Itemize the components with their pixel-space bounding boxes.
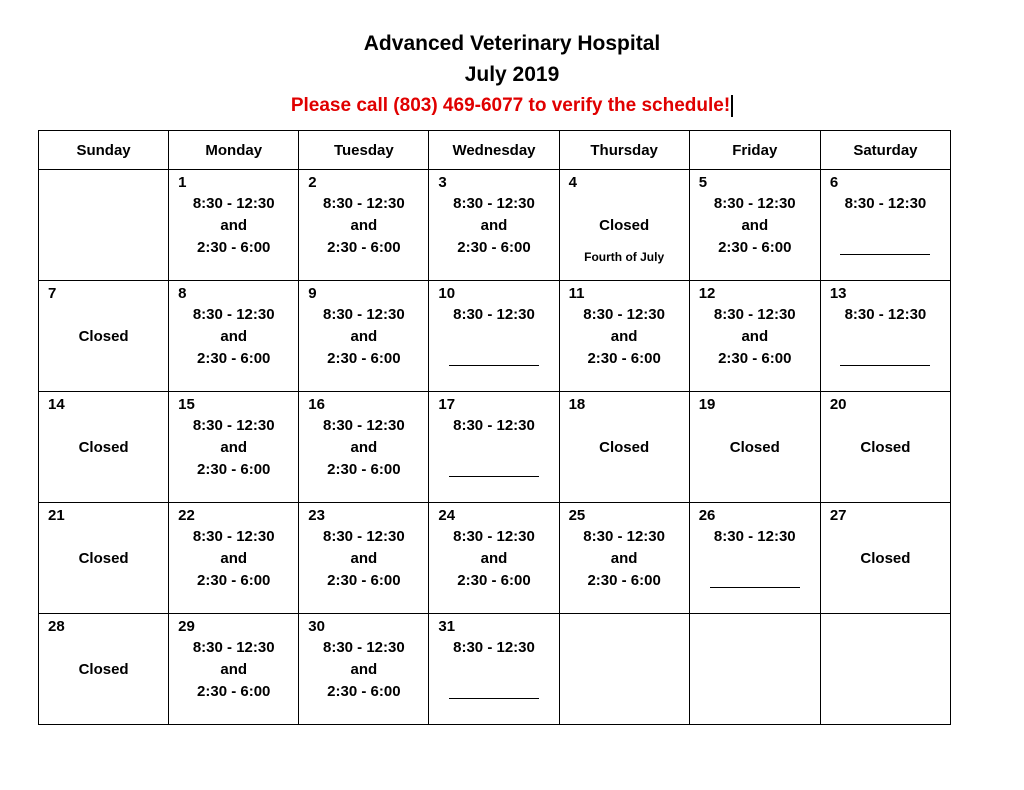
hours-line: and [480,217,508,234]
hours [429,415,558,437]
day-cell-content [299,392,428,502]
hours [429,637,558,659]
day-cell-content [821,614,950,724]
closed-label: Closed [729,439,780,456]
week-row [39,503,951,614]
closed-label: Closed [860,439,911,456]
day-cell [299,392,429,503]
hours [169,415,298,481]
month-title: July 2019 [464,63,560,86]
day-number: 8 [178,285,187,302]
day-cell [559,281,689,392]
hours-line: 2:30 - 6:00 [197,572,271,589]
closed-label: Closed [78,550,129,567]
hours-line: 8:30 - 12:30 [322,639,405,656]
schedule-calendar [38,130,951,725]
hours-line: and [350,439,378,456]
hours [429,193,558,259]
closed-label: Closed [860,550,911,567]
hours-line: and [350,328,378,345]
hours-line: and [220,439,248,456]
day-cell-content [821,503,950,613]
day-cell [299,503,429,614]
hours-line: and [350,661,378,678]
afternoon-blank-line [840,365,930,366]
day-number: 6 [829,174,839,191]
weekday-header: Sunday [39,131,169,170]
hours-line: 2:30 - 6:00 [587,350,661,367]
hours-line: 8:30 - 12:30 [583,528,665,545]
day-cell-content [39,392,168,502]
day-number: 19 [698,396,716,413]
day-cell [429,614,559,725]
day-cell-content [429,614,558,724]
week-row [39,392,951,503]
closed-label: Closed [78,661,129,678]
day-cell [820,281,950,392]
empty-day-cell [689,614,820,725]
day-number: 26 [698,507,716,524]
day-cell [689,170,820,281]
hours [690,304,820,370]
day-number: 25 [568,507,586,524]
hours-line: and [610,328,638,345]
hours-line: 2:30 - 6:00 [197,683,271,700]
weekday-header: Monday [169,131,299,170]
hours-line: 8:30 - 12:30 [583,306,665,323]
hours-line: and [480,550,508,567]
day-cell-content [429,170,558,280]
day-number: 30 [308,618,325,635]
hours-line: 8:30 - 12:30 [322,528,405,545]
empty-day-cell [820,614,950,725]
day-cell-content [429,392,558,502]
hours [299,415,428,481]
day-cell-content [169,614,298,724]
day-cell-content [429,281,558,391]
day-number: 21 [48,507,65,524]
day-cell-content [560,392,689,502]
hours-line: 8:30 - 12:30 [192,306,275,323]
hours-line: and [741,328,769,345]
day-number: 14 [48,396,65,413]
closed-label: Closed [78,439,129,456]
day-cell [299,281,429,392]
day-cell-content [560,614,689,724]
day-cell [559,170,689,281]
week-row [39,281,951,392]
hours-line: 2:30 - 6:00 [587,572,661,589]
day-cell-content [299,281,428,391]
hours-line: 8:30 - 12:30 [713,306,796,323]
hours [169,304,298,370]
empty-day-cell [559,614,689,725]
hours [560,526,689,592]
hours [169,526,298,592]
hours-line: and [741,217,769,234]
day-cell-content [299,170,428,280]
hours-line: and [220,550,248,567]
day-number: 1 [178,174,187,191]
day-number: 16 [308,396,325,413]
day-cell [169,170,299,281]
day-cell-content [299,614,428,724]
hours-line: and [610,550,638,567]
day-number: 5 [698,174,708,191]
day-cell-content [821,281,950,391]
day-number: 28 [48,618,65,635]
hours-line: 8:30 - 12:30 [192,417,275,434]
hours [299,304,428,370]
calendar-body [39,170,951,725]
hours [299,637,428,703]
day-cell [169,614,299,725]
hours [821,193,950,215]
afternoon-blank-line [710,587,800,588]
day-number: 7 [48,285,57,302]
day-number: 18 [568,396,586,413]
day-cell [39,614,169,725]
hours-line: 8:30 - 12:30 [713,195,796,212]
day-cell-content [169,170,298,280]
text-cursor [731,95,733,117]
day-number: 27 [829,507,847,524]
day-cell-content [690,392,820,502]
weekday-header: Thursday [559,131,689,170]
day-cell-content [39,503,168,613]
day-cell-content [690,170,820,280]
hours-line: 8:30 - 12:30 [844,195,927,212]
hours-line: 2:30 - 6:00 [197,239,271,256]
day-cell [169,281,299,392]
day-cell-content [169,503,298,613]
verify-notice-text: Please call (803) 469-6077 to verify the schedule! [290,95,731,116]
hours-line: 8:30 - 12:30 [453,639,535,656]
day-number: 12 [698,285,716,302]
day-cell-content [39,281,168,391]
day-cell [689,281,820,392]
hours-line: 2:30 - 6:00 [718,239,792,256]
day-cell [429,281,559,392]
hours-line: 8:30 - 12:30 [322,195,405,212]
hours [690,193,820,259]
day-cell [169,392,299,503]
afternoon-blank-line [449,476,539,477]
hours [560,304,689,370]
day-number: 17 [438,396,456,413]
hours-line: 2:30 - 6:00 [197,461,271,478]
hours-line: 8:30 - 12:30 [322,417,405,434]
hours-line: 2:30 - 6:00 [718,350,792,367]
hours-line: and [350,217,378,234]
document-header [0,28,1024,120]
day-cell [559,503,689,614]
verify-notice [0,92,1024,120]
weekday-header-row [39,131,951,170]
day-cell-content [169,281,298,391]
day-number: 15 [178,396,195,413]
hours-line: 8:30 - 12:30 [453,528,535,545]
hours-line: 8:30 - 12:30 [192,639,275,656]
day-number: 2 [308,174,317,191]
week-row [39,170,951,281]
day-cell-content [560,503,689,613]
day-cell-content [690,614,820,724]
hours-line: 2:30 - 6:00 [327,461,401,478]
hours-line: 8:30 - 12:30 [453,417,535,434]
weekday-header: Saturday [820,131,950,170]
day-cell [429,170,559,281]
hours-line: 2:30 - 6:00 [327,239,401,256]
hours [299,193,428,259]
hours-line: 2:30 - 6:00 [457,572,531,589]
afternoon-blank-line [840,254,930,255]
day-cell-content [169,392,298,502]
hours-line: 2:30 - 6:00 [457,239,531,256]
day-cell [429,392,559,503]
day-number: 22 [178,507,195,524]
day-cell [820,392,950,503]
day-number: 4 [568,174,577,191]
hours-line: and [220,328,248,345]
day-cell-content [690,281,820,391]
day-cell [429,503,559,614]
hours-line: 8:30 - 12:30 [322,306,405,323]
day-number: 10 [438,285,456,302]
afternoon-blank-line [449,698,539,699]
hours [429,526,558,592]
day-cell [299,170,429,281]
weekday-header: Wednesday [429,131,559,170]
day-cell [299,614,429,725]
hours [299,526,428,592]
hours-line: 8:30 - 12:30 [844,306,927,323]
hours-line: and [350,550,378,567]
day-cell [39,503,169,614]
day-number: 3 [438,174,447,191]
hours-line: 8:30 - 12:30 [192,528,275,545]
day-number: 23 [308,507,325,524]
holiday-note: Fourth of July [584,250,665,264]
day-cell [39,392,169,503]
weekday-header: Friday [689,131,820,170]
day-cell [820,503,950,614]
day-cell [689,503,820,614]
hours [169,637,298,703]
hours-line: 8:30 - 12:30 [453,195,535,212]
day-cell [820,170,950,281]
day-cell [169,503,299,614]
hours [429,304,558,326]
closed-label: Closed [599,439,650,456]
hours-line: 2:30 - 6:00 [197,350,271,367]
day-number: 13 [829,285,847,302]
weekday-header: Tuesday [299,131,429,170]
hours [690,526,820,548]
day-number: 31 [438,618,456,635]
afternoon-blank-line [449,365,539,366]
day-cell-content [39,170,168,280]
hospital-name: Advanced Veterinary Hospital [363,32,661,55]
day-number: 29 [178,618,195,635]
hours-line: 8:30 - 12:30 [453,306,535,323]
empty-day-cell [39,170,169,281]
hours-line: 2:30 - 6:00 [327,572,401,589]
hours-line: 8:30 - 12:30 [192,195,275,212]
day-cell-content [560,170,689,280]
hours [169,193,298,259]
closed-label: Closed [78,328,129,345]
day-cell-content [429,503,558,613]
day-cell [39,281,169,392]
day-cell [559,392,689,503]
day-cell-content [560,281,689,391]
day-cell-content [821,392,950,502]
day-cell-content [299,503,428,613]
hours [821,304,950,326]
day-cell [689,392,820,503]
week-row [39,614,951,725]
hours-line: 2:30 - 6:00 [327,350,401,367]
hours-line: and [220,217,248,234]
closed-label: Closed [599,217,650,234]
hours-line: and [220,661,248,678]
day-cell-content [821,170,950,280]
day-number: 9 [308,285,317,302]
hours-line: 8:30 - 12:30 [713,528,796,545]
day-number: 20 [829,396,847,413]
day-cell-content [39,614,168,724]
day-cell-content [690,503,820,613]
hours-line: 2:30 - 6:00 [327,683,401,700]
day-number: 24 [438,507,456,524]
day-number: 11 [568,285,585,302]
